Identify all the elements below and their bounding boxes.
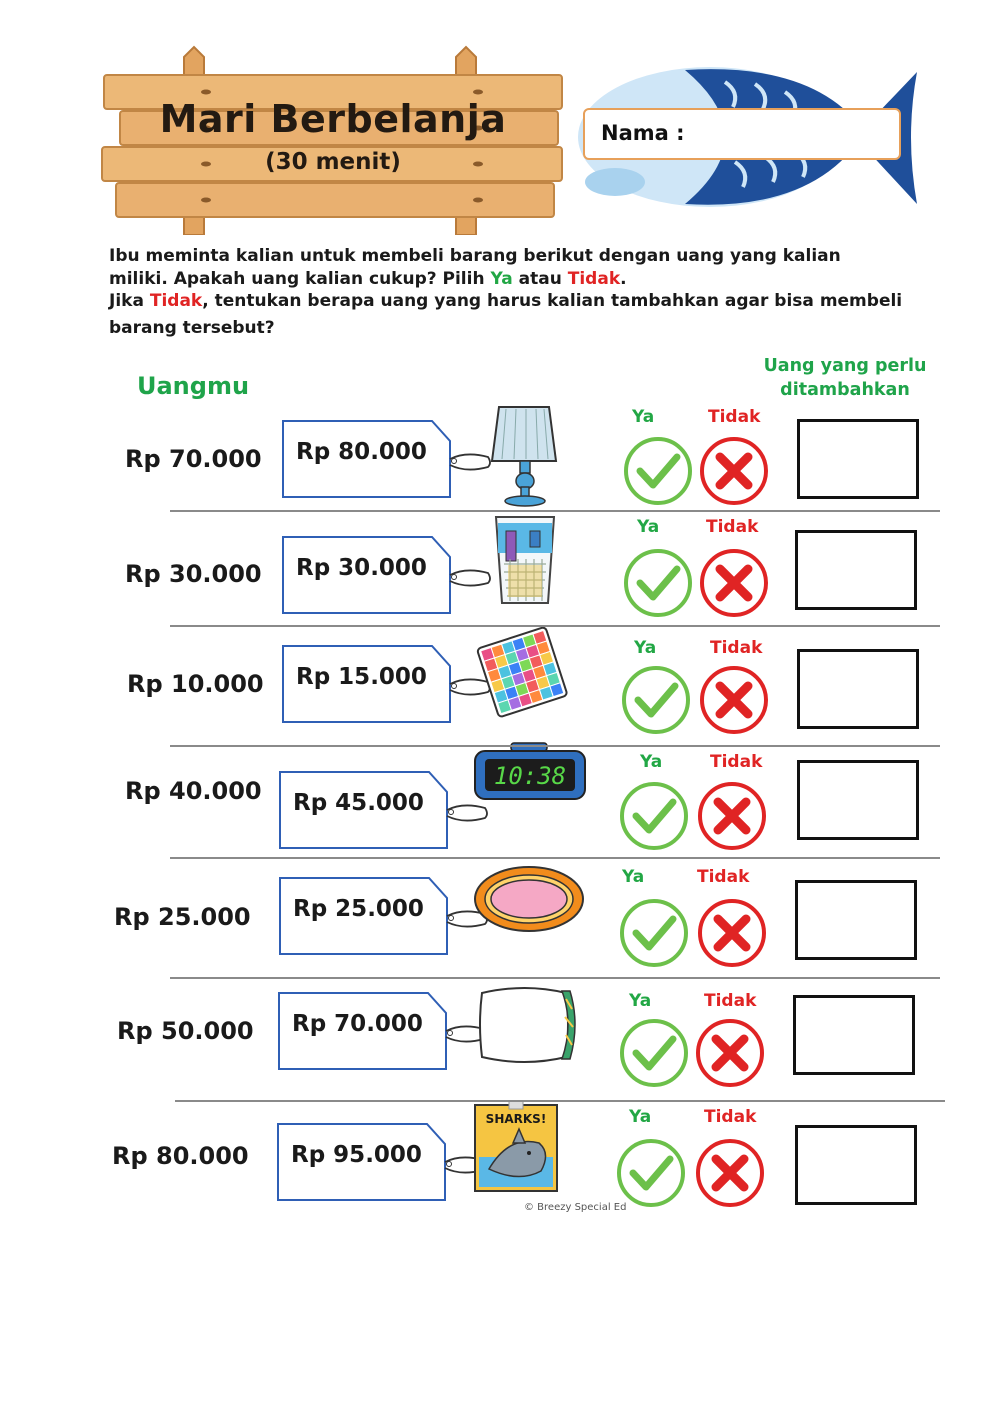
ya-label: Ya bbox=[640, 752, 663, 772]
shopping-row bbox=[0, 405, 1000, 520]
instruction-tidak: Tidak bbox=[567, 268, 621, 289]
ya-label: Ya bbox=[637, 517, 660, 537]
row-divider bbox=[170, 857, 940, 859]
checkmark-icon bbox=[622, 435, 694, 507]
additional-money-input[interactable] bbox=[797, 419, 919, 499]
price-tag bbox=[282, 419, 452, 497]
instruction-line-2 bbox=[109, 268, 909, 291]
page-title: Mari Berbelanja bbox=[159, 97, 507, 141]
tidak-button[interactable] bbox=[694, 1137, 766, 1209]
ya-button[interactable] bbox=[622, 547, 694, 619]
column-header-need bbox=[760, 354, 930, 402]
credit: © Breezy Special Ed bbox=[524, 1202, 627, 1213]
tidak-label: Tidak bbox=[706, 517, 759, 537]
instruction-tidak: Tidak bbox=[149, 291, 203, 311]
time-limit: (30 menit) bbox=[265, 149, 401, 175]
checkmark-icon bbox=[622, 547, 694, 619]
price-tag bbox=[277, 1122, 447, 1200]
tidak-button[interactable] bbox=[698, 547, 770, 619]
instruction-line-3 bbox=[109, 290, 909, 313]
instruction-text: atau bbox=[512, 268, 568, 289]
price-tag bbox=[282, 535, 452, 613]
additional-money-input[interactable] bbox=[793, 995, 915, 1075]
ya-button[interactable] bbox=[622, 435, 694, 507]
name-field[interactable] bbox=[583, 108, 901, 160]
row-divider bbox=[175, 1100, 945, 1102]
additional-money-input[interactable] bbox=[797, 760, 919, 840]
laundry-basket-icon bbox=[474, 509, 584, 604]
tidak-button[interactable] bbox=[696, 780, 768, 852]
cross-icon bbox=[694, 1017, 766, 1089]
column-header-need-line-2: ditambahkan bbox=[780, 380, 910, 400]
money-amount: Rp 70.000 bbox=[125, 445, 262, 473]
shopping-row bbox=[0, 985, 1000, 1100]
tidak-button[interactable] bbox=[698, 435, 770, 507]
cross-icon bbox=[698, 664, 770, 736]
ya-button[interactable] bbox=[618, 780, 690, 852]
checkmark-icon bbox=[620, 664, 692, 736]
checkmark-icon bbox=[618, 780, 690, 852]
instructions bbox=[109, 245, 909, 339]
shopping-row bbox=[0, 632, 1000, 747]
shopping-row bbox=[0, 515, 1000, 630]
additional-money-input[interactable] bbox=[795, 880, 917, 960]
alarm-clock-icon bbox=[471, 739, 581, 834]
shopping-row bbox=[0, 865, 1000, 980]
ya-label: Ya bbox=[629, 1107, 652, 1127]
additional-money-input[interactable] bbox=[797, 649, 919, 729]
checkmark-icon bbox=[618, 897, 690, 969]
instruction-text: . bbox=[620, 268, 627, 289]
tidak-button[interactable] bbox=[696, 897, 768, 969]
row-divider bbox=[170, 625, 940, 627]
poster-title: SHARKS! bbox=[485, 1112, 547, 1126]
ya-label: Ya bbox=[629, 991, 652, 1011]
ya-button[interactable] bbox=[618, 897, 690, 969]
pillow-icon bbox=[470, 979, 580, 1074]
ya-button[interactable] bbox=[620, 664, 692, 736]
cross-icon bbox=[698, 547, 770, 619]
cross-icon bbox=[698, 435, 770, 507]
money-amount: Rp 40.000 bbox=[125, 777, 262, 805]
column-header-need-line-1: Uang yang perlu bbox=[763, 356, 927, 376]
ya-button[interactable] bbox=[615, 1137, 687, 1209]
title-sign bbox=[98, 45, 568, 235]
price-tag bbox=[282, 644, 452, 722]
instruction-text: miliki. Apakah uang kalian cukup? Pilih bbox=[109, 268, 491, 289]
money-amount: Rp 10.000 bbox=[127, 670, 264, 698]
shopping-row bbox=[0, 745, 1000, 860]
instruction-text: Jika bbox=[109, 291, 150, 311]
name-label: Nama : bbox=[601, 121, 685, 145]
row-divider bbox=[170, 745, 940, 747]
price-tag bbox=[278, 991, 448, 1069]
tidak-label: Tidak bbox=[697, 867, 750, 887]
tidak-label: Tidak bbox=[708, 407, 761, 427]
ya-label: Ya bbox=[634, 638, 657, 658]
item-price: Rp 30.000 bbox=[296, 555, 427, 581]
instruction-line-4: barang tersebut? bbox=[109, 317, 275, 338]
item-price: Rp 80.000 bbox=[296, 439, 427, 465]
additional-money-input[interactable] bbox=[795, 1125, 917, 1205]
ya-label: Ya bbox=[622, 867, 645, 887]
money-amount: Rp 30.000 bbox=[125, 560, 262, 588]
lamp-icon bbox=[474, 399, 584, 494]
quilt-icon bbox=[474, 626, 584, 721]
item-price: Rp 15.000 bbox=[296, 664, 427, 690]
checkmark-icon bbox=[615, 1137, 687, 1209]
tidak-label: Tidak bbox=[710, 638, 763, 658]
cross-icon bbox=[696, 780, 768, 852]
shopping-row bbox=[0, 1105, 1000, 1220]
tidak-button[interactable] bbox=[698, 664, 770, 736]
clock-display: 10:38 bbox=[493, 762, 567, 790]
instruction-text: , tentukan berapa uang yang harus kalian tambahkan agar bisa membeli bbox=[202, 291, 903, 311]
price-tag bbox=[279, 876, 449, 954]
row-divider bbox=[170, 977, 940, 979]
money-amount: Rp 25.000 bbox=[114, 903, 251, 931]
additional-money-input[interactable] bbox=[795, 530, 917, 610]
tidak-label: Tidak bbox=[704, 1107, 757, 1127]
item-price: Rp 70.000 bbox=[292, 1011, 423, 1037]
tidak-label: Tidak bbox=[710, 752, 763, 772]
column-header-uangmu: Uangmu bbox=[137, 372, 250, 400]
item-price: Rp 95.000 bbox=[291, 1142, 422, 1168]
rug-icon bbox=[471, 859, 581, 954]
instruction-line-1: Ibu meminta kalian untuk membeli barang berikut dengan uang yang kalian bbox=[109, 246, 841, 266]
money-amount: Rp 50.000 bbox=[117, 1017, 254, 1045]
row-divider bbox=[170, 510, 940, 512]
cross-icon bbox=[696, 897, 768, 969]
instruction-ya: Ya bbox=[490, 268, 513, 289]
tidak-label: Tidak bbox=[704, 991, 757, 1011]
tidak-button[interactable] bbox=[694, 1017, 766, 1089]
money-amount: Rp 80.000 bbox=[112, 1142, 249, 1170]
ya-button[interactable] bbox=[618, 1017, 690, 1089]
item-price: Rp 25.000 bbox=[293, 896, 424, 922]
cross-icon bbox=[694, 1137, 766, 1209]
ya-label: Ya bbox=[632, 407, 655, 427]
price-tag bbox=[279, 770, 449, 848]
shark-poster-icon bbox=[469, 1099, 579, 1194]
item-price: Rp 45.000 bbox=[293, 790, 424, 816]
checkmark-icon bbox=[618, 1017, 690, 1089]
